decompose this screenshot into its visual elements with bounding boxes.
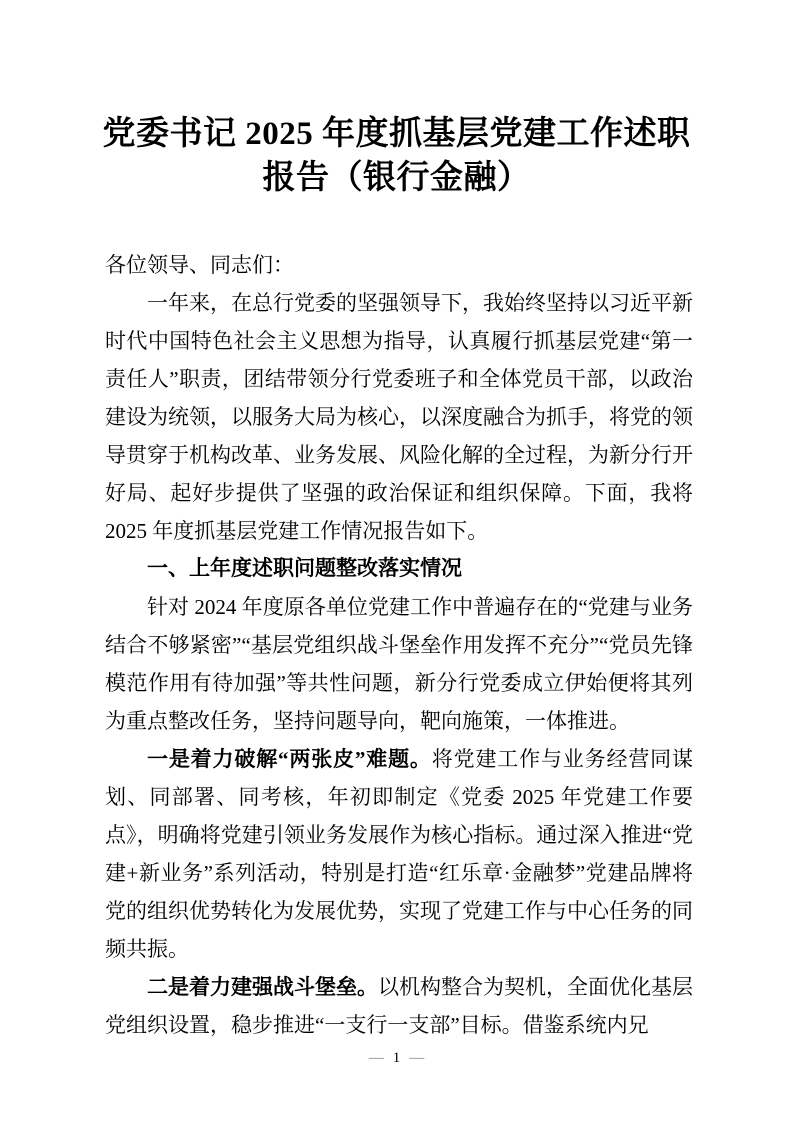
section-1-heading: 一、上年度述职问题整改落实情况 [147, 557, 462, 580]
title-line-2: 报告（银行金融） [262, 160, 531, 196]
paragraph-intro: 一年来，在总行党委的坚强领导下，我始终坚持以习近平新时代中国特色社会主义思想为指导，认真履行抓基层党建“第一责任人”职责，团结带领分行党委班子和全体党员干部，以政治建设为统领，以服务大局为核心，以深度融合为抓手，将党的领导贯穿于机构改革、业务发展、风险化解的全过程，为新分行开好局、起好步提供了坚强的政治保证和组织保障。下面，我将 2025 年度抓基层党建工作情况报告如下。 [105, 291, 693, 543]
paragraph-rectification: 针对 2024 年度原各单位党建工作中普遍存在的“党建与业务结合不够紧密”“基层党组织战斗堡垒作用发挥不充分”“党员先锋模范作用有待加强”等共性问题，新分行党委成立伊始便将其列为重点整改任务，坚持问题导向，靶向施策，一体推进。 [105, 595, 693, 733]
paragraph-point-2 [105, 968, 693, 1044]
page-number: 1 [392, 1050, 401, 1066]
point-1-lead: 一是着力破解“两张皮”难题。 [147, 747, 432, 771]
point-2-text: 以机构整合为契机，全面优化基层党组织设置，稳步推进“一支行一支部”目标。借鉴系统内兄 [105, 975, 693, 1037]
document-title [48, 112, 745, 200]
document-body [105, 246, 693, 1044]
title-line-1: 党委书记 2025 年度抓基层党建工作述职 [102, 116, 691, 152]
footer-dash-left: — [368, 1050, 384, 1066]
point-1-text: 将党建工作与业务经营同谋划、同部署、同考核，年初即制定《党委 2025 年党建工作要点》，明确将党建引领业务发展作为核心指标。通过深入推进“党建+新业务”系列活动，特别是打造“红乐章·金融梦”党建品牌将党的组织优势转化为发展优势，实现了党建工作与中心任务的同频共振。 [105, 747, 694, 961]
point-2-lead: 二是着力建强战斗堡垒。 [147, 975, 378, 999]
footer-dash-right: — [409, 1050, 425, 1066]
paragraph-point-1 [105, 740, 693, 968]
salutation: 各位领导、同志们： [105, 253, 294, 277]
page-footer [0, 1051, 793, 1066]
